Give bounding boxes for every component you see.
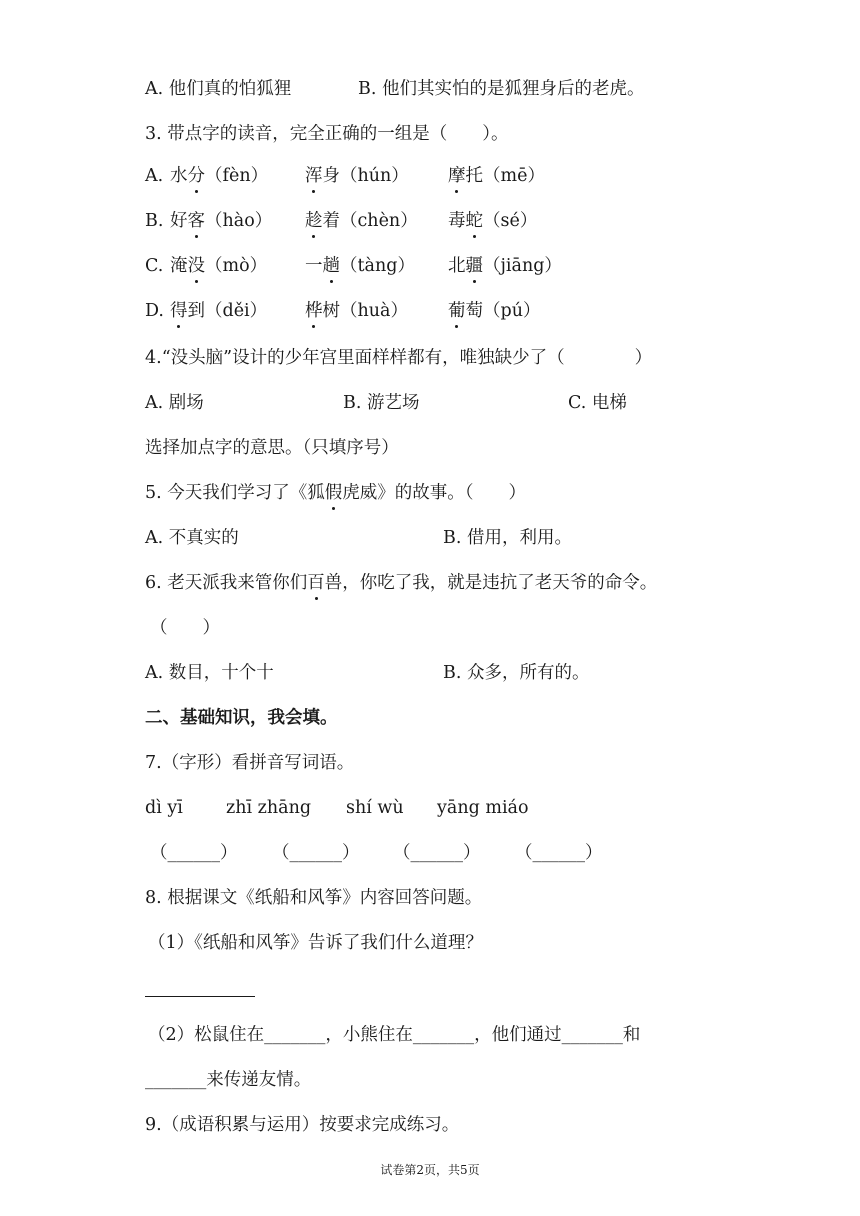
word-char: 淹	[170, 256, 188, 276]
q7-blank-4: （______）	[515, 843, 603, 863]
dotted-char: 浑	[305, 163, 323, 189]
dotted-char: 分	[188, 163, 206, 189]
q3-option-word	[170, 163, 268, 189]
q2-option-b: B. 他们其实怕的是狐狸身后的老虎。	[358, 79, 645, 99]
q8-sub-question-2-line-2: _______来传递友情。	[145, 1070, 312, 1090]
dotted-char: 得	[170, 298, 188, 324]
pinyin-reading: （tàng）	[340, 256, 415, 276]
dotted-char: 疆	[466, 253, 484, 279]
q5-option-a: A. 不真实的	[145, 528, 239, 548]
q3-option-word	[305, 298, 408, 324]
pinyin-reading: （chèn）	[340, 211, 418, 231]
q3-option-word	[170, 253, 267, 279]
pinyin-reading: （mē）	[483, 166, 545, 186]
dotted-char: 桦	[305, 298, 323, 324]
q3-option-word	[305, 208, 418, 234]
q9-stem: 9.（成语积累与运用）按要求完成练习。	[145, 1115, 460, 1135]
q3-option-word	[170, 298, 267, 324]
pinyin-reading: （jiāng）	[483, 256, 562, 276]
q7-stem: 7.（字形）看拼音写词语。	[145, 753, 355, 773]
q4-stem: 4.“没头脑”设计的少年宫里面样样都有，唯独缺少了（ ）	[145, 348, 653, 368]
dotted-char: 客	[188, 208, 206, 234]
q5-stem	[145, 480, 526, 506]
q7-pinyin-3: shí wù	[346, 798, 404, 818]
word-char: 好	[170, 211, 188, 231]
q3-option-word	[448, 163, 545, 189]
q7-blank-2: （______）	[272, 843, 360, 863]
q6-stem-post: 兽，你吃了我，就是违抗了老天爷的命令。	[324, 573, 658, 593]
pinyin-reading: （hún）	[340, 166, 409, 186]
q5-stem-pre: 5. 今天我们学习了《狐	[145, 483, 325, 503]
word-char: 萄	[465, 301, 483, 321]
q5-stem-post: 虎威》的故事。（ ）	[342, 483, 527, 503]
dotted-char: 趁	[305, 208, 323, 234]
q7-pinyin-4: yāng miáo	[437, 798, 529, 818]
dotted-char: 摩	[448, 163, 466, 189]
q6-dotted-char: 百	[307, 570, 325, 596]
q3-option-word	[448, 298, 540, 324]
q7-blank-3: （______）	[393, 843, 481, 863]
q7-pinyin-1: dì yī	[145, 798, 183, 818]
pinyin-reading: （huà）	[340, 301, 408, 321]
q8-answer-line	[145, 996, 255, 997]
dotted-char: 葡	[448, 298, 466, 324]
q3-option-letter: B.	[145, 211, 169, 231]
q6-stem-pre: 6. 老天派我来管你们	[145, 573, 308, 593]
q2-option-a: A. 他们真的怕狐狸	[145, 79, 292, 99]
q4-option-b: B. 游艺场	[343, 393, 420, 413]
q6-option-b: B. 众多，所有的。	[443, 663, 590, 683]
q3-option-word	[305, 163, 409, 189]
word-char: 毒	[448, 211, 466, 231]
q3-option-word	[448, 253, 562, 279]
q8-sub-question-1: （1）《纸船和风筝》告诉了我们什么道理？	[148, 933, 483, 953]
word-char: 北	[448, 256, 466, 276]
q6-stem	[145, 570, 657, 596]
q5-option-b: B. 借用，利用。	[443, 528, 572, 548]
pinyin-reading: （sé）	[483, 211, 538, 231]
page-footer: 试卷第2页，共5页	[380, 1163, 480, 1177]
q3-stem: 3. 带点字的读音，完全正确的一组是（ ）。	[145, 124, 509, 144]
pinyin-reading: （fèn）	[205, 166, 269, 186]
pinyin-reading: （pú）	[483, 301, 541, 321]
q3-option-word	[448, 208, 537, 234]
q7-blank-1: （______）	[150, 843, 238, 863]
word-char: 到	[187, 301, 205, 321]
word-char: 一	[305, 256, 323, 276]
q3-option-letter: C.	[145, 256, 169, 276]
word-char: 托	[465, 166, 483, 186]
section-2-heading: 二、基础知识，我会填。	[145, 708, 338, 728]
dotted-char: 没	[188, 253, 206, 279]
pinyin-reading: （děi）	[205, 301, 268, 321]
word-char: 树	[322, 301, 340, 321]
dotted-char: 趟	[323, 253, 341, 279]
word-char: 水	[170, 166, 188, 186]
q8-stem: 8. 根据课文《纸船和风筝》内容回答问题。	[145, 888, 483, 908]
dotted-char: 蛇	[466, 208, 484, 234]
q6-answer-paren: （ ）	[150, 618, 220, 638]
pinyin-reading: （mò）	[205, 256, 268, 276]
word-char: 着	[322, 211, 340, 231]
q3-option-word	[305, 253, 415, 279]
pinyin-reading: （hào）	[205, 211, 273, 231]
q3-option-letter: A.	[145, 166, 169, 186]
q8-sub-question-2-line-1: （2）松鼠住在_______，小熊住在_______，他们通过_______和	[148, 1025, 641, 1045]
q4-option-a: A. 剧场	[145, 393, 204, 413]
word-char: 身	[322, 166, 340, 186]
q7-pinyin-2: zhī zhāng	[226, 798, 312, 818]
instruction-text: 选择加点字的意思。（只填序号）	[145, 438, 399, 458]
q3-option-word	[170, 208, 272, 234]
q4-option-c: C. 电梯	[568, 393, 627, 413]
q3-option-letter: D.	[145, 301, 170, 321]
q6-option-a: A. 数目，十个十	[145, 663, 274, 683]
q5-dotted-char: 假	[325, 480, 343, 506]
